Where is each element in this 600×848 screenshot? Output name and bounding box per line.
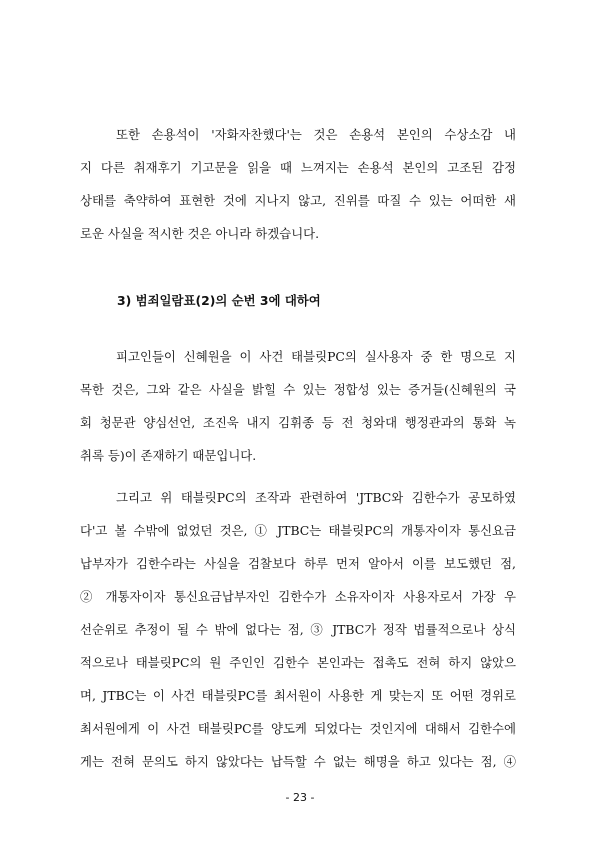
paragraph-3 bbox=[80, 481, 516, 778]
paragraph-line: 며, JTBC는 이 사건 태블릿PC를 최서원이 사용한 게 맞는지 또 어떤 경위로 bbox=[80, 688, 516, 703]
paragraph-1 bbox=[80, 118, 516, 250]
section-heading: 3) 범죄일람표(2)의 순번 3에 대하여 bbox=[117, 293, 321, 308]
paragraph-line: 취록 등)이 존재하기 때문입니다. bbox=[80, 448, 257, 463]
paragraph-line: 최서원에게 이 사건 태블릿PC를 양도케 되었다는 것인지에 대해서 김한수에 bbox=[80, 721, 516, 736]
page-number: - 23 - bbox=[285, 791, 315, 804]
paragraph-line: 선순위로 추정이 될 수 밖에 없다는 점, ③ JTBC가 정작 법률적으로나 상식 bbox=[80, 622, 516, 637]
paragraph-line: 납부자가 김한수라는 사실을 검찰보다 하루 먼저 알아서 이를 보도했던 점, bbox=[80, 556, 516, 571]
paragraph-line: 적으로나 태블릿PC의 원 주인인 김한수 본인과는 접촉도 전혀 하지 않았으 bbox=[80, 655, 516, 670]
paragraph-line: 회 청문관 양심선언, 조진욱 내지 김휘종 등 전 청와대 행정관과의 통화 녹 bbox=[80, 415, 516, 430]
paragraph-line: 상태를 축약하여 표현한 것에 지나지 않고, 진위를 따질 수 있는 어떠한 새 bbox=[80, 193, 516, 208]
paragraph-line: 지 다른 취재후기 기고문을 읽을 때 느껴지는 손용석 본인의 고조된 감정 bbox=[80, 160, 516, 175]
paragraph-2 bbox=[80, 340, 516, 472]
paragraph-line: ② 개통자이자 통신요금납부자인 김한수가 소유자이자 사용자로서 가장 우 bbox=[80, 589, 516, 604]
paragraph-line: 다'고 볼 수밖에 없었던 것은, ① JTBC는 태블릿PC의 개통자이자 통신요금 bbox=[80, 523, 516, 538]
paragraph-line: 로운 사실을 적시한 것은 아니라 하겠습니다. bbox=[80, 226, 320, 241]
paragraph-line: 그리고 위 태블릿PC의 조작과 관련하여 'JTBC와 김한수가 공모하였 bbox=[116, 490, 516, 505]
paragraph-line: 또한 손용석이 '자화자찬했다'는 것은 손용석 본인의 수상소감 내 bbox=[116, 127, 516, 142]
paragraph-line: 목한 것은, 그와 같은 사실을 밝힐 수 있는 정합성 있는 증거들(신혜원의 국 bbox=[80, 382, 516, 397]
paragraph-line: 게는 전혀 문의도 하지 않았다는 납득할 수 없는 해명을 하고 있다는 점, ④ bbox=[80, 754, 516, 769]
paragraph-line: 피고인들이 신혜원을 이 사건 태블릿PC의 실사용자 중 한 명으로 지 bbox=[116, 349, 516, 364]
